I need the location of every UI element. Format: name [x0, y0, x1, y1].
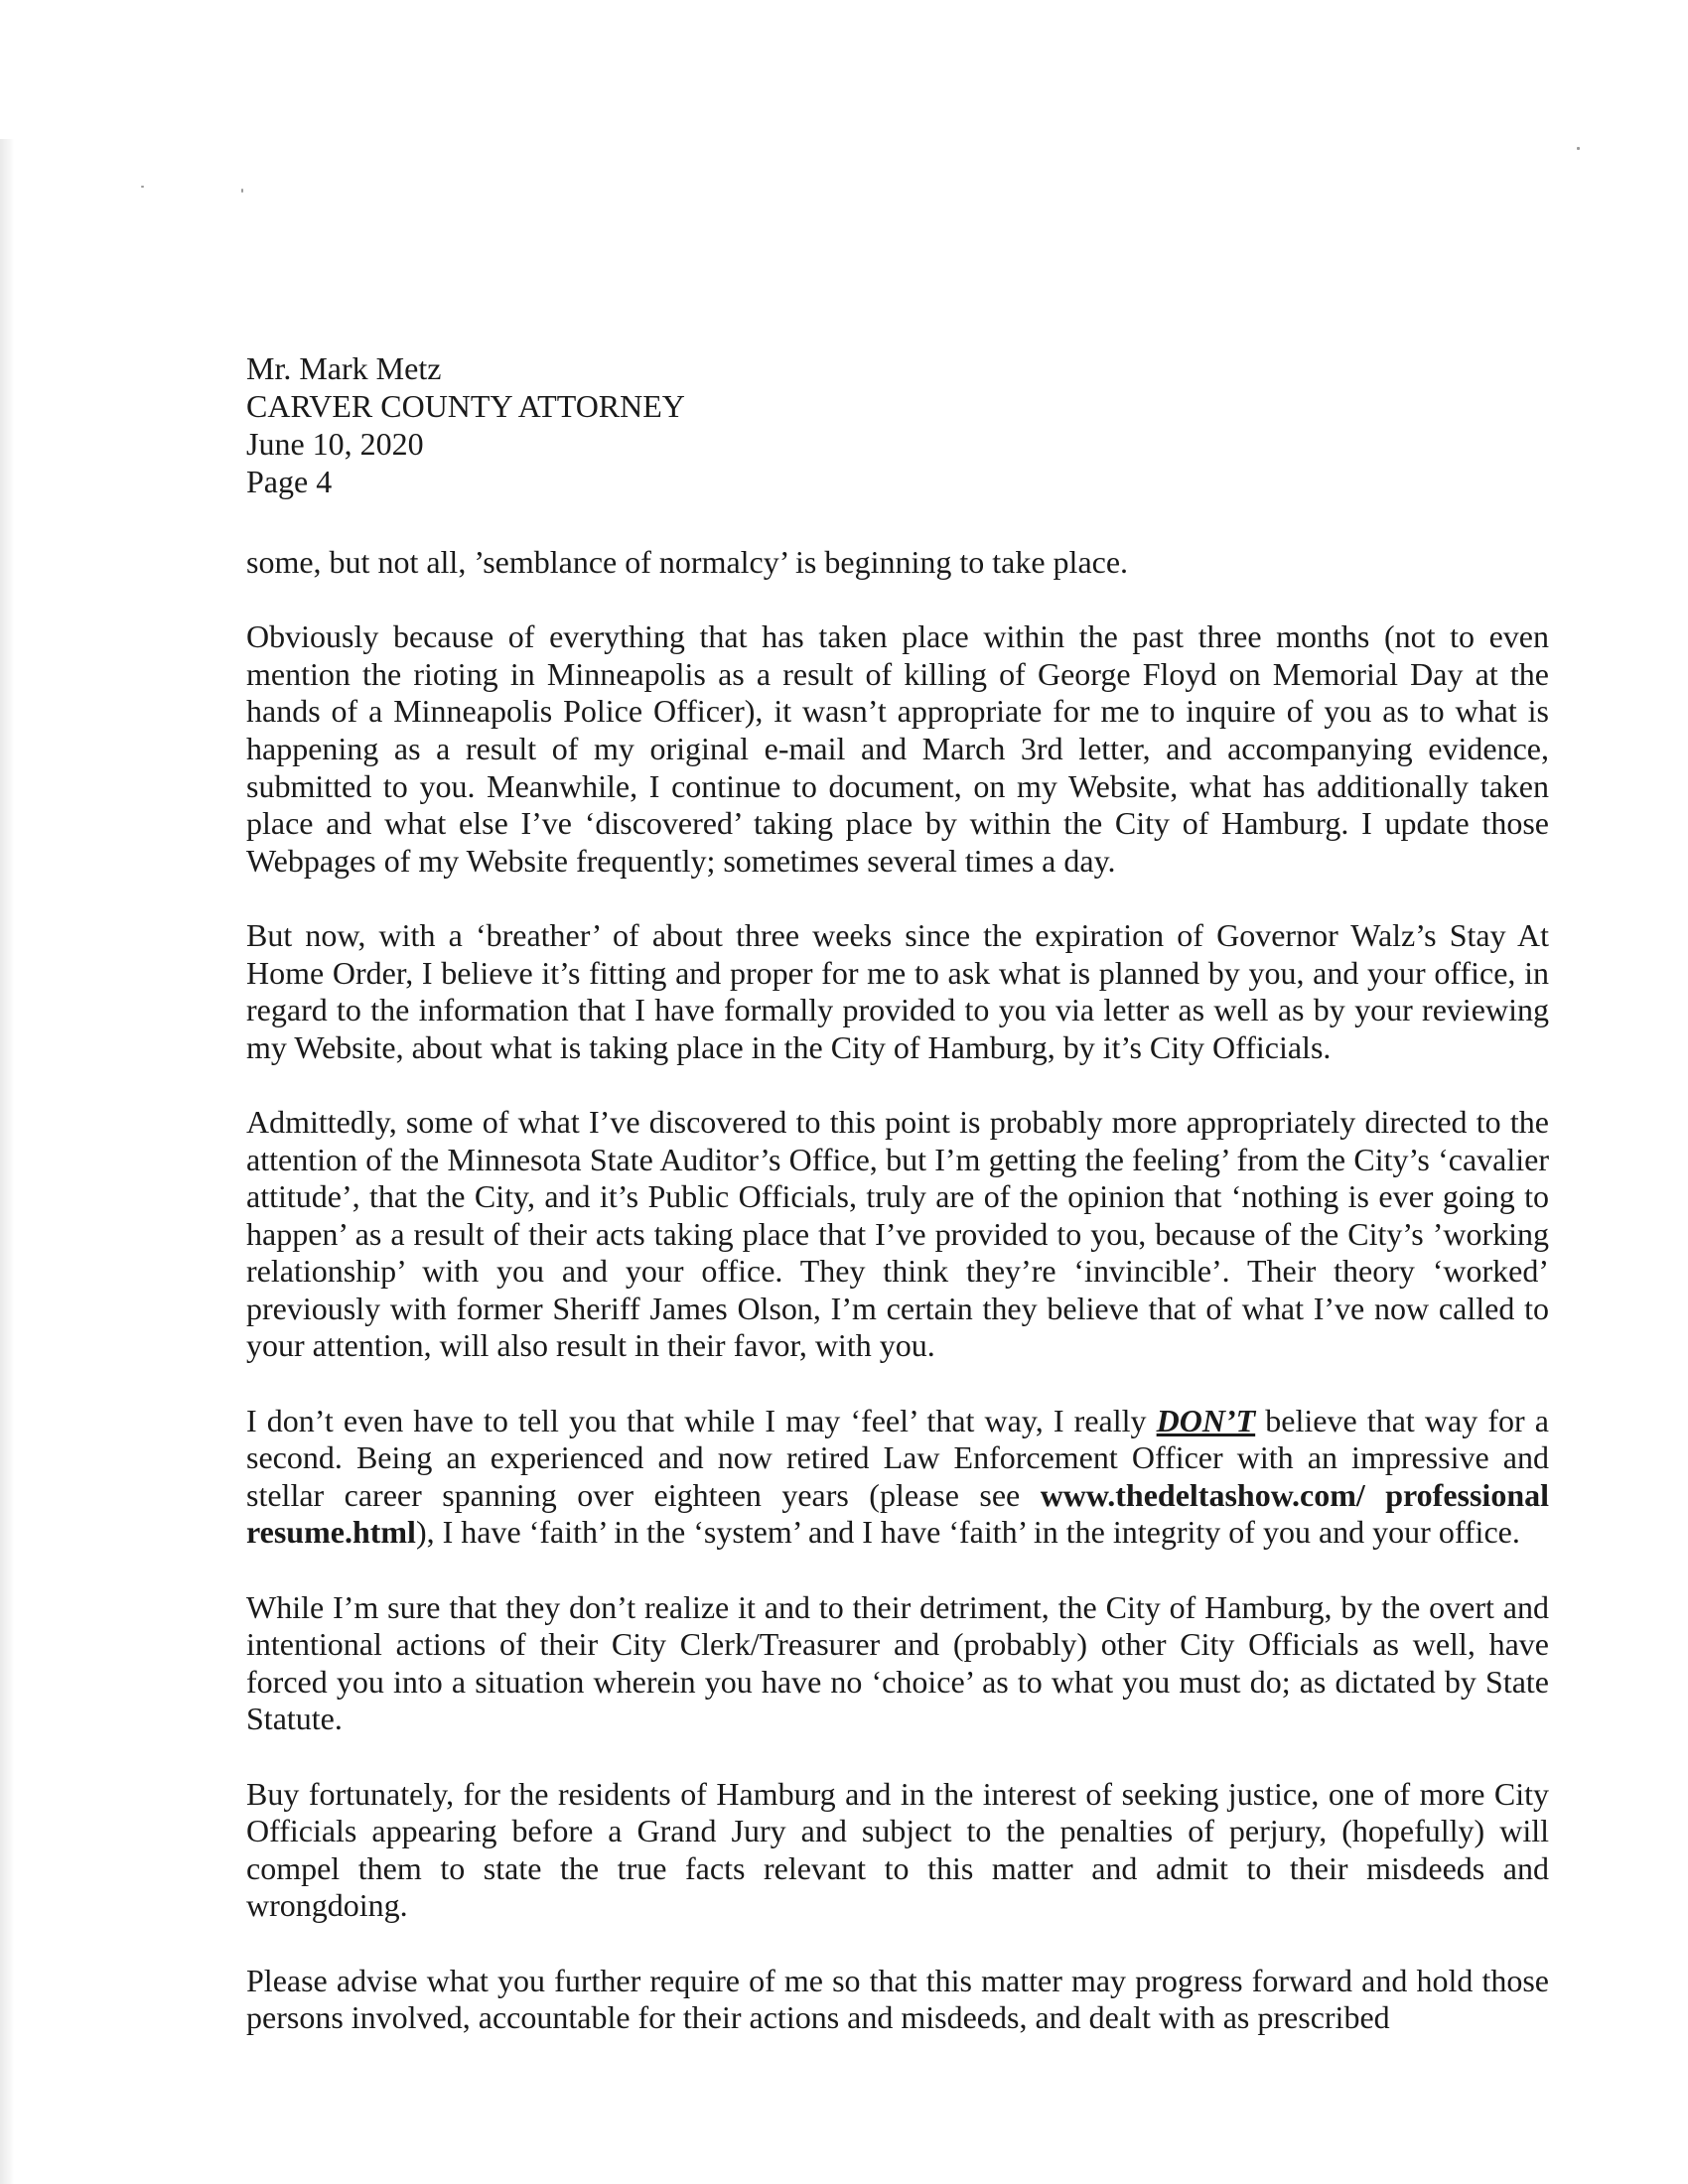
recipient-title: CARVER COUNTY ATTORNEY: [246, 388, 685, 424]
scan-speck: [241, 189, 243, 193]
scan-speck: [1577, 147, 1580, 150]
emphasis-dont: DON’T: [1156, 1402, 1256, 1438]
paragraph-continuation: some, but not all, ’semblance of normalcy’ is beginning to take place.: [246, 544, 1129, 580]
paragraph-faith-text-a: I don’t even have to tell you that while I may ‘feel’ that way, I really: [246, 1402, 1157, 1438]
resume-url: www.thedeltashow.com/ professional resume.html: [246, 1476, 1550, 1551]
paragraph-background: Obviously because of everything that has taken place within the past three months (not to even mention the rioting in Minneapolis as a result of killing of George Floyd on Memorial Day at the hands of a Minneapolis Police Officer), it wasn’t appropriate for me to inquire of you as to what is happening as a result of my original e-mail and March 3rd letter, and accompanying evidence, submitted to you. Meanwhile, I continue to document, on my Website, what has additionally taken place and what else I’ve ‘discovered’ taking place by within the City of Hamburg. I update those Webpages of my Website frequently; sometimes several times a day.: [246, 618, 1549, 879]
scan-edge: [0, 139, 14, 2184]
letter-header: [246, 349, 685, 500]
letter-body: [246, 544, 1549, 2074]
recipient-name: Mr. Mark Metz: [246, 350, 442, 386]
paragraph-faith-text-b: believe that way for a second. Being an experienced and now retired Law Enforcement Officer with an impressive and stellar career spanning over eighteen years (please see: [246, 1402, 1549, 1513]
scan-speck: [141, 186, 144, 188]
paragraph-grand-jury: Buy fortunately, for the residents of Hamburg and in the interest of seeking justice, one of more City Officials appearing before a Grand Jury and subject to the penalties of perjury, (hopefully) will compel them to state the true facts relevant to this matter and admit to their misdeeds and wrongdoing.: [246, 1775, 1549, 1924]
paragraph-statute: While I’m sure that they don’t realize it and to their detriment, the City of Hamburg, by the overt and intentional actions of their City Clerk/Treasurer and (probably) other City Officials as well, have forced you into a situation wherein you have no ‘choice’ as to what you must do; as dictated by State Statute.: [246, 1588, 1549, 1737]
letter-date: June 10, 2020: [246, 426, 424, 462]
paragraph-faith-text-c: ), I have ‘faith’ in the ‘system’ and I have ‘faith’ in the integrity of you and your office.: [415, 1514, 1520, 1551]
paragraph-closing: Please advise what you further require of me so that this matter may progress forward and hold those persons involved, accountable for their actions and misdeeds, and dealt with as prescribed: [246, 1962, 1549, 2036]
page-number: Page 4: [246, 464, 333, 499]
paragraph-concern: Admittedly, some of what I’ve discovered to this point is probably more appropriately directed to the attention of the Minnesota State Auditor’s Office, but I’m getting the feeling’ from the City’s ‘cavalier attitude’, that the City, and it’s Public Officials, truly are of the opinion that ‘nothing is ever going to happen’ as a result of their acts taking place that I’ve provided to you, because of the City’s ’working relationship’ with you and your office. They think they’re ‘invincible’. Their theory ‘worked’ previously with former Sheriff James Olson, I’m certain they believe that of what I’ve now called to your attention, will also result in their favor, with you.: [246, 1103, 1549, 1364]
paragraph-faith: [246, 1403, 1549, 1552]
paragraph-request: But now, with a ‘breather’ of about three weeks since the expiration of Governor Walz’s Stay At Home Order, I believe it’s fitting and proper for me to ask what is planned by you, and your office, in regard to the information that I have formally provided to you via letter as well as by your reviewing my Website, about what is taking place in the City of Hamburg, by it’s City Officials.: [246, 916, 1549, 1065]
